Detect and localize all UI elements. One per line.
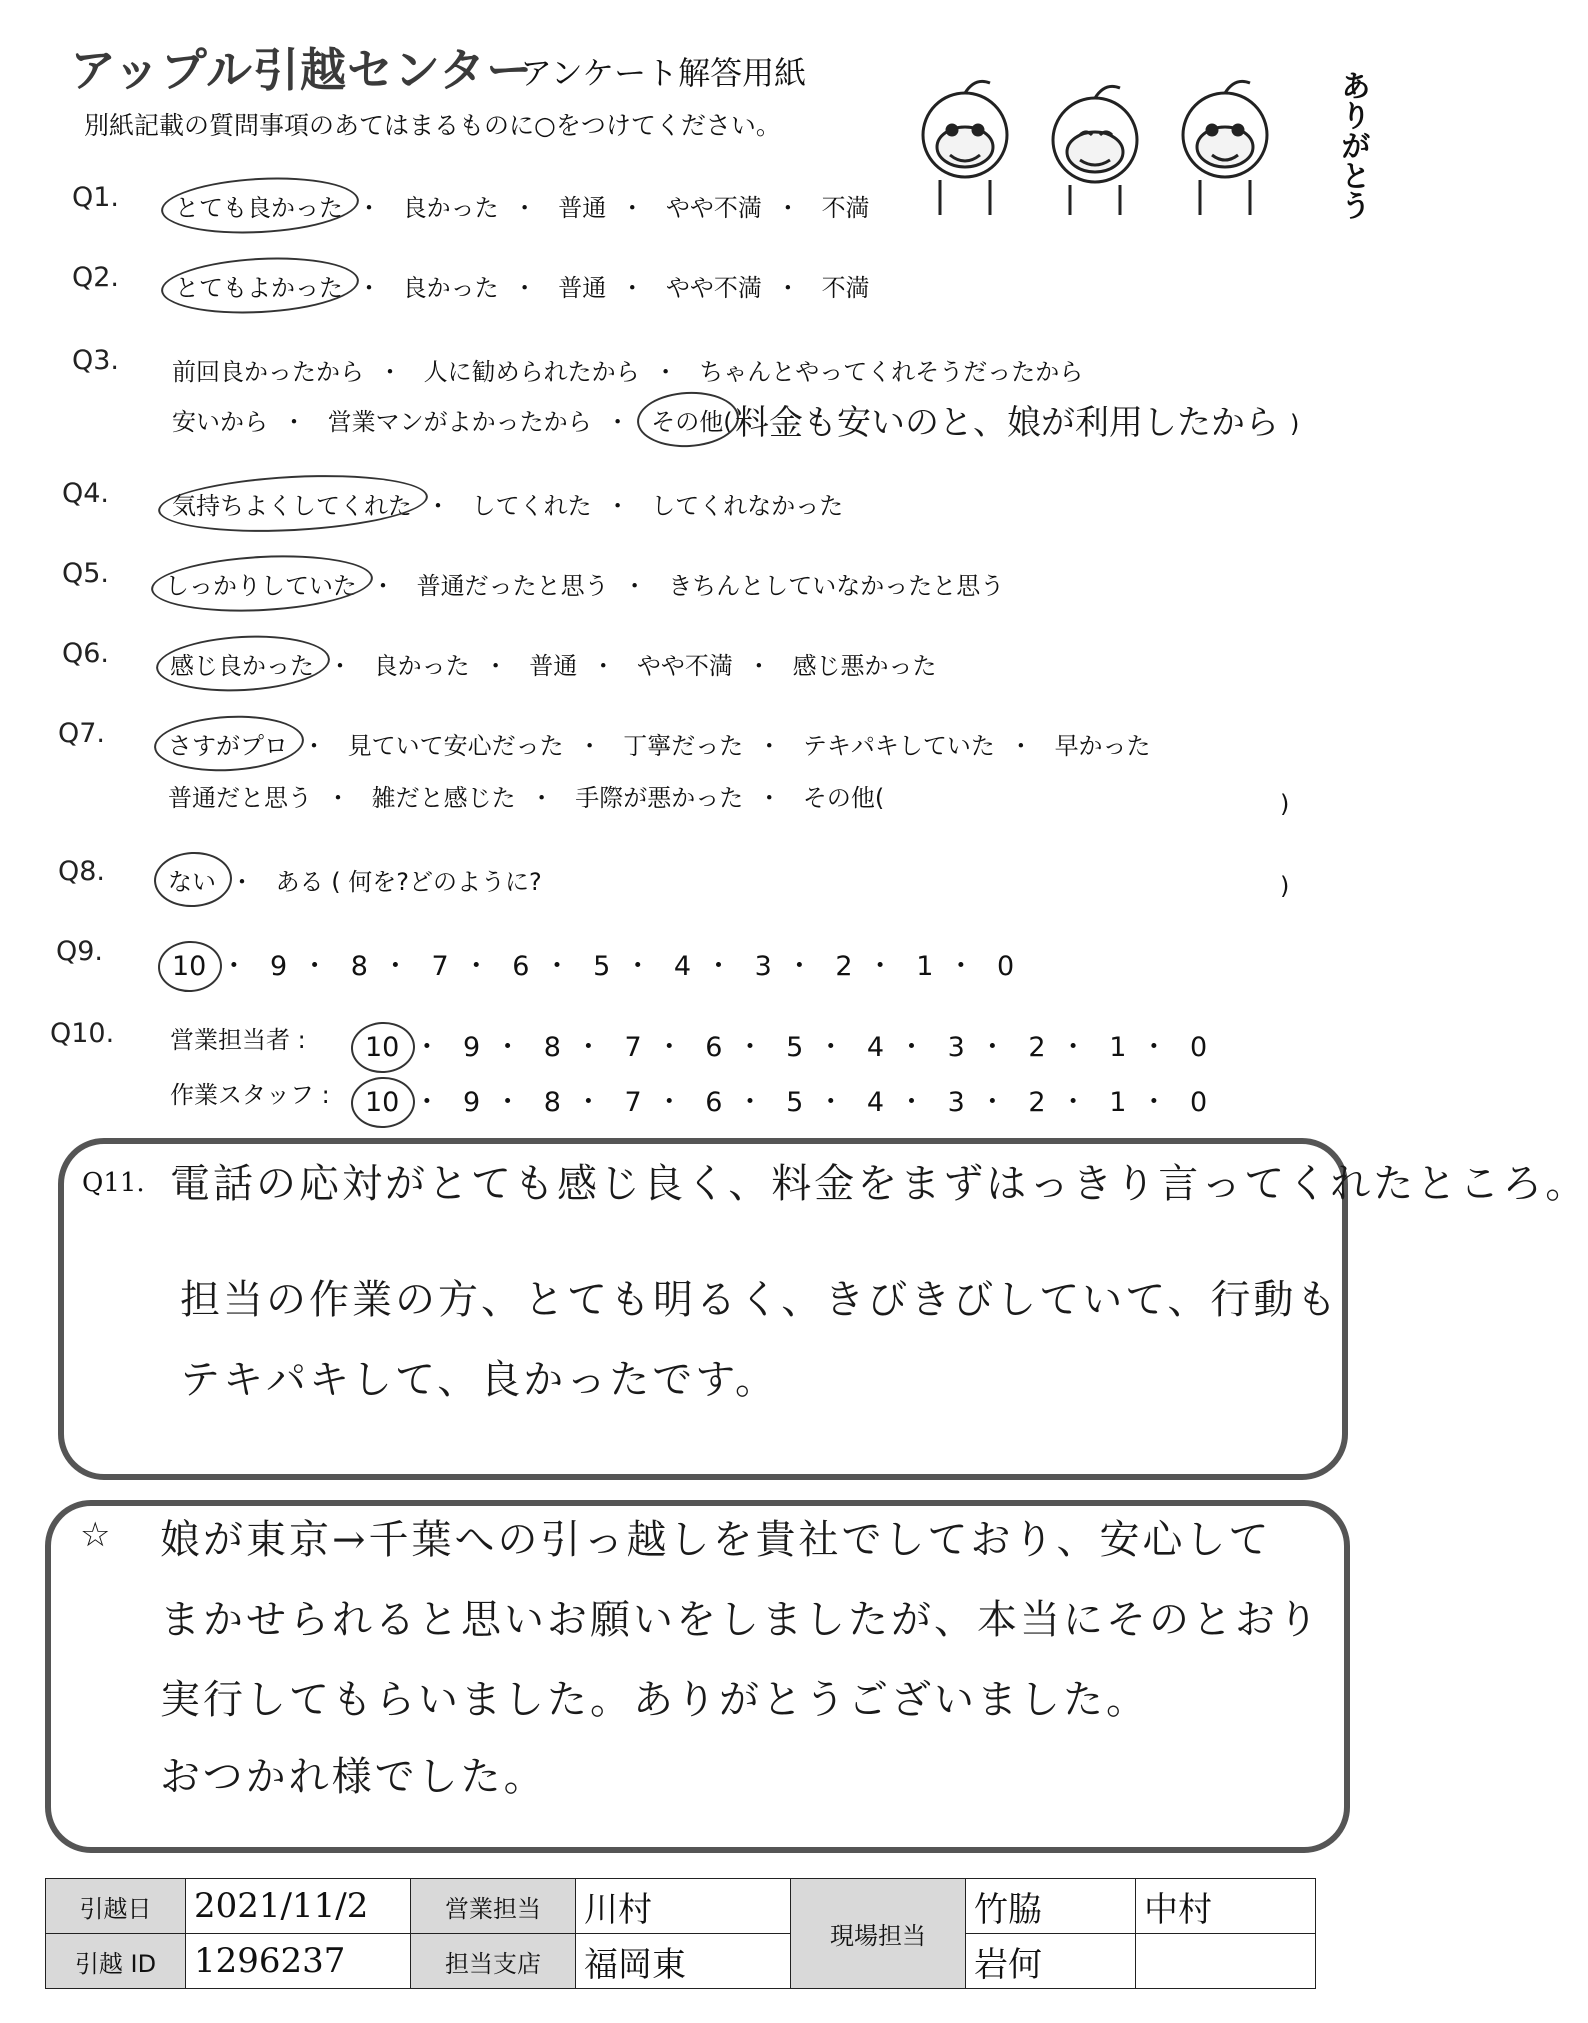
q8-options: ない ・ ある ( 何を?どのように? — [168, 862, 542, 897]
q10-sales-options: 10 ・ 9 ・ 8 ・ 7 ・ 6 ・ 5 ・ 4 ・ 3 ・ 2 ・ 1 ・ 0 — [365, 1032, 1208, 1063]
q9-option-5[interactable]: 5 — [593, 951, 611, 982]
q10-staff-options: 10 ・ 9 ・ 8 ・ 7 ・ 6 ・ 5 ・ 4 ・ 3 ・ 2 ・ 1 ・ 0 — [365, 1087, 1208, 1118]
q1-option-3[interactable]: 普通 — [558, 194, 607, 222]
q6-option-3[interactable]: 普通 — [529, 652, 578, 680]
star-icon: ☆ — [80, 1515, 111, 1555]
q7-option-8[interactable]: 手際が悪かった — [575, 784, 744, 812]
q10-number: Q10. — [50, 1018, 115, 1049]
site-staff-2: 中村 — [1136, 1879, 1316, 1934]
q10-sales-option-8[interactable]: 8 — [543, 1032, 561, 1063]
q2-number: Q2. — [72, 262, 120, 293]
q9-option-8[interactable]: 8 — [350, 951, 368, 982]
q10-staff-option-9[interactable]: 9 — [462, 1087, 481, 1118]
q3-option-3[interactable]: ちゃんとやってくれそうだったから — [699, 358, 1084, 386]
comment-line-3: 実行してもらいました。ありがとうございました。 — [160, 1677, 1149, 1723]
q9-options: 10 ・ 9 ・ 8 ・ 7 ・ 6 ・ 5 ・ 4 ・ 3 ・ 2 ・ 1 ・ 0 — [172, 951, 1015, 982]
q7-option-other[interactable]: その他( — [802, 784, 885, 812]
q7-number: Q7. — [58, 718, 106, 749]
q8-option-2[interactable]: ある ( 何を?どのように? — [275, 868, 542, 896]
footer-info-table — [45, 1878, 1316, 1989]
q3-option-1[interactable]: 前回良かったから — [172, 358, 364, 386]
q10-staff-option-2[interactable]: 2 — [1028, 1087, 1046, 1118]
q6-option-1[interactable]: 感じ良かった — [170, 646, 314, 681]
q7-option-7[interactable]: 雑だと感じた — [371, 784, 516, 812]
q3-option-4[interactable]: 安いから — [172, 408, 268, 436]
q4-options: 気持ちよくしてくれた ・ してくれた ・ してくれなかった — [172, 486, 843, 521]
q9-option-9[interactable]: 9 — [269, 951, 288, 982]
q6-option-4[interactable]: やや不満 — [636, 652, 733, 680]
comment-line-2: まかせられると思いお願いをしましたが、本当にそのとおり — [160, 1597, 1321, 1643]
q10-sales-option-7[interactable]: 7 — [624, 1032, 642, 1063]
q8-option-1[interactable]: ない — [168, 862, 216, 897]
q9-option-2[interactable]: 2 — [835, 951, 853, 982]
q10-staff-option-8[interactable]: 8 — [543, 1087, 561, 1118]
q10-sales-option-10[interactable]: 10 — [365, 1032, 400, 1063]
q5-options: しっかりしていた ・ 普通だったと思う ・ きちんとしていなかったと思う — [165, 566, 1004, 601]
q7-options-line1: さすがプロ ・ 見ていて安心だった ・ 丁寧だった ・ テキパキしていた ・ 早かった — [168, 726, 1151, 761]
q8-number: Q8. — [58, 856, 106, 887]
q8-close-paren: ) — [1280, 872, 1290, 900]
q3-number: Q3. — [72, 345, 120, 376]
q9-option-0[interactable]: 0 — [996, 951, 1015, 982]
sales-value: 川村 — [576, 1879, 791, 1934]
q7-option-1[interactable]: さすがプロ — [168, 726, 288, 761]
site-staff-4 — [1136, 1934, 1316, 1989]
q11-line-3: テキパキして、良かったです。 — [180, 1357, 778, 1403]
site-staff-3: 岩何 — [966, 1934, 1136, 1989]
q4-option-3[interactable]: してくれなかった — [651, 492, 844, 520]
q9-number: Q9. — [56, 936, 104, 967]
q2-options: とてもよかった ・ 良かった ・ 普通 ・ やや不満 ・ 不満 — [175, 268, 870, 303]
q2-option-3[interactable]: 普通 — [558, 274, 607, 302]
q10-staff-option-4[interactable]: 4 — [866, 1087, 885, 1118]
branch-label: 担当支店 — [411, 1934, 576, 1989]
move-date-label: 引越日 — [46, 1879, 186, 1934]
q10-sales-option-4[interactable]: 4 — [866, 1032, 885, 1063]
site-label: 現場担当 — [791, 1879, 966, 1989]
q11-line-1: 電話の応対がとても感じ良く、料金をまずはっきり言ってくれたところ。 — [170, 1161, 1588, 1207]
q10-staff-label: 作業スタッフ : — [170, 1081, 330, 1109]
q6-option-2[interactable]: 良かった — [373, 652, 470, 680]
move-date-value: 2021/11/2 — [186, 1879, 411, 1934]
q10-sales-option-1[interactable]: 1 — [1109, 1032, 1127, 1063]
q1-number: Q1. — [72, 182, 120, 213]
q5-option-2[interactable]: 普通だったと思う — [416, 572, 609, 600]
q7-options-line2: 普通だと思う ・ 雑だと感じた ・ 手際が悪かった ・ その他( — [168, 784, 885, 812]
comment-line-1: 娘が東京→千葉への引っ越しを貴社でしており、安心して — [160, 1517, 1272, 1563]
q2-option-4[interactable]: やや不満 — [665, 274, 762, 302]
q9-option-7[interactable]: 7 — [431, 951, 449, 982]
q4-option-1[interactable]: 気持ちよくしてくれた — [172, 486, 412, 521]
q10-sales-option-0[interactable]: 0 — [1189, 1032, 1208, 1063]
q11-label: Q11. — [82, 1168, 145, 1198]
q1-option-1[interactable]: とても良かった — [175, 188, 343, 223]
q10-staff-option-10[interactable]: 10 — [365, 1087, 400, 1118]
q7-option-3[interactable]: 丁寧だった — [623, 732, 744, 760]
q10-staff-option-0[interactable]: 0 — [1189, 1087, 1208, 1118]
q5-option-1[interactable]: しっかりしていた — [165, 566, 357, 601]
q6-number: Q6. — [62, 638, 110, 669]
q2-option-1[interactable]: とてもよかった — [175, 268, 343, 303]
q10-staff-option-5[interactable]: 5 — [786, 1087, 804, 1118]
q6-options: 感じ良かった ・ 良かった ・ 普通 ・ やや不満 ・ 感じ悪かった — [170, 646, 937, 681]
q1-option-2[interactable]: 良かった — [402, 194, 499, 222]
q9-option-4[interactable]: 4 — [673, 951, 692, 982]
q1-option-5[interactable]: 不満 — [821, 194, 870, 222]
q4-option-2[interactable]: してくれた — [471, 492, 592, 520]
q9-option-1[interactable]: 1 — [916, 951, 934, 982]
instruction-text: 別紙記載の質問事項のあてはまるものに○をつけてください。 — [84, 111, 781, 140]
q7-close-paren: ) — [1280, 790, 1290, 818]
mascot-caption: ありがとう — [1335, 70, 1370, 220]
q10-sales-option-9[interactable]: 9 — [462, 1032, 481, 1063]
branch-value: 福岡東 — [576, 1934, 791, 1989]
q7-option-6[interactable]: 普通だと思う — [168, 784, 312, 812]
q3-option-2[interactable]: 人に勧められたから — [423, 358, 640, 386]
sales-label: 営業担当 — [411, 1879, 576, 1934]
q5-number: Q5. — [62, 558, 110, 589]
q10-sales-option-2[interactable]: 2 — [1028, 1032, 1046, 1063]
q7-option-5[interactable]: 早かった — [1054, 732, 1151, 760]
comment-line-4: おつかれ様でした。 — [160, 1754, 547, 1800]
q3-close-paren: ) — [1290, 410, 1300, 438]
move-id-value: 1296237 — [186, 1934, 411, 1989]
q6-option-5[interactable]: 感じ悪かった — [792, 652, 937, 680]
q7-option-2[interactable]: 見ていて安心だった — [347, 732, 564, 760]
q4-number: Q4. — [62, 478, 110, 509]
q9-option-6[interactable]: 6 — [512, 951, 530, 982]
q3-options-line2: 安いから ・ 営業マンがよかったから ・ その他( — [172, 402, 733, 437]
q1-option-4[interactable]: やや不満 — [665, 194, 762, 222]
q3-option-5[interactable]: 営業マンがよかったから — [327, 408, 592, 436]
form-title: アンケート解答用紙 — [520, 54, 807, 92]
site-staff-1: 竹脇 — [966, 1879, 1136, 1934]
q3-options-line1: 前回良かったから ・ 人に勧められたから ・ ちゃんとやってくれそうだったから — [172, 358, 1084, 386]
q9-option-10[interactable]: 10 — [172, 951, 207, 982]
q10-sales-option-5[interactable]: 5 — [786, 1032, 804, 1063]
q3-option-other[interactable]: その他 — [651, 402, 723, 437]
q10-staff-option-7[interactable]: 7 — [624, 1087, 642, 1118]
q10-staff-option-1[interactable]: 1 — [1109, 1087, 1127, 1118]
q9-option-3[interactable]: 3 — [754, 951, 772, 982]
q10-staff-option-3[interactable]: 3 — [947, 1087, 965, 1118]
q10-sales-option-3[interactable]: 3 — [947, 1032, 965, 1063]
q10-sales-label: 営業担当者 : — [170, 1026, 306, 1054]
q3-other-text: 料金も安いのと、娘が利用したから — [735, 403, 1279, 443]
q1-options: とても良かった ・ 良かった ・ 普通 ・ やや不満 ・ 不満 — [175, 188, 870, 223]
q10-staff-option-6[interactable]: 6 — [705, 1087, 723, 1118]
q7-option-4[interactable]: テキパキしていた — [802, 732, 995, 760]
q5-option-3[interactable]: きちんとしていなかったと思う — [668, 572, 1005, 600]
move-id-label: 引越 ID — [46, 1934, 186, 1989]
q10-sales-option-6[interactable]: 6 — [705, 1032, 723, 1063]
q2-option-5[interactable]: 不満 — [821, 274, 870, 302]
company-title: アップル引越センター — [70, 43, 534, 97]
mascot-illustration — [880, 55, 1310, 220]
q11-line-2: 担当の作業の方、とても明るく、きびきびしていて、行動も — [180, 1277, 1340, 1323]
q2-option-2[interactable]: 良かった — [402, 274, 499, 302]
